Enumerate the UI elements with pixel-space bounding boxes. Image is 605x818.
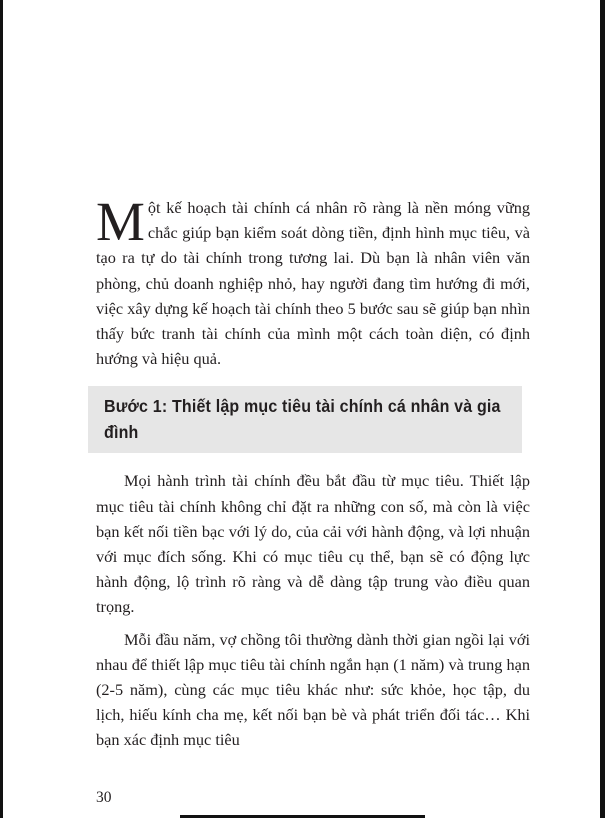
body-paragraph: Mọi hành trình tài chính đều bắt đầu từ mục tiêu. Thiết lập mục tiêu tài chính không chỉ đặt ra những con số, mà còn là việc bạn kết nối tiền bạc với lý do, của cải với hành động, và lợi nhuận với mục đích sống. Khi có mục tiêu cụ thể, bạn sẽ có động lực hành động, lộ trình rõ ràng và dễ dàng tập trung vào điều quan trọng. — [96, 471, 530, 617]
intro-text: ột kế hoạch tài chính cá nhân rõ ràng là nền móng vững chắc giúp bạn kiểm soát dòng tiền, định hình mục tiêu, và tạo ra tự do tài chính trong tương lai. Dù bạn là nhân viên văn phòng, chủ doanh nghiệp nhỏ, hay người đang tìm hướng đi mới, việc xây dựng kế hoạch tài chính theo 5 bước sau sẽ giúp bạn nhìn thấy bức tranh tài chính của mình một cách toàn diện, có định hướng và hiệu quả. — [96, 198, 530, 369]
page-content — [96, 191, 530, 753]
intro-paragraph — [96, 191, 530, 371]
drop-cap: M — [96, 191, 145, 252]
page-edge-right — [600, 0, 605, 818]
section-heading-box — [88, 386, 522, 453]
section-heading: Bước 1: Thiết lập mục tiêu tài chính cá nhân và gia đình — [104, 396, 501, 443]
body-paragraph: Mỗi đầu năm, vợ chồng tôi thường dành thời gian ngồi lại với nhau để thiết lập mục tiêu tài chính ngắn hạn (1 năm) và trung hạn (2-5 năm), cùng các mục tiêu khác như: sức khỏe, học tập, du lịch, hiếu kính cha mẹ, kết nối bạn bè và phát triển đối tác… Khi bạn xác định mục tiêu — [96, 629, 530, 750]
page-number: 30 — [96, 789, 112, 806]
page-edge-left — [0, 0, 3, 818]
